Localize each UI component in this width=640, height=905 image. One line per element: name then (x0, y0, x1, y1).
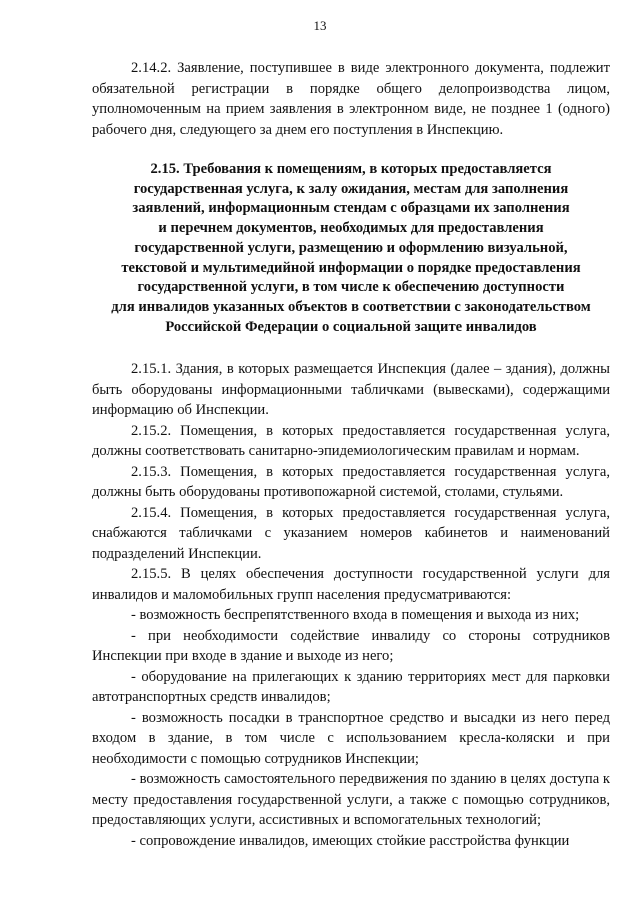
paragraph-2-15-1: 2.15.1. Здания, в которых размещается Инспекция (далее – здания), должны быть оборудованы информационными табличками (вывесками), содержащими информацию об Инспекции. (92, 361, 610, 419)
heading-line: государственная услуга, к залу ожидания, местам для заполнения (133, 180, 569, 197)
heading-line: Российской Федерации о социальной защите инвалидов (165, 318, 537, 335)
heading-line: для инвалидов указанных объектов в соответствии с законодательством (111, 298, 591, 315)
heading-line: 2.15. Требования к помещениям, в которых предоставляется (150, 161, 552, 177)
list-item: - сопровождение инвалидов, имеющих стойкие расстройства функции (131, 832, 570, 849)
list-item: - возможность беспрепятственного входа в помещения и выхода из них; (131, 607, 580, 624)
paragraph-2-15-2: 2.15.2. Помещения, в которых предоставляется государственная услуга, должны соответствовать санитарно-эпидемиологическим правилам и нормам. (92, 422, 610, 460)
heading-line: и перечнем документов, необходимых для предоставления (158, 220, 544, 237)
heading-line: государственной услуги, размещению и оформлению визуальной, (134, 239, 568, 256)
list-item: - при необходимости содействие инвалиду со стороны сотрудников Инспекции при входе в здание и выходе из него; (92, 627, 610, 665)
heading-line: государственной услуги, в том числе к обеспечению доступности (137, 279, 565, 296)
page-number: 13 (313, 18, 327, 33)
list-item: - возможность самостоятельного передвижения по зданию в целях доступа к месту предоставления государственной услуги, а также с помощью сотрудников, предоставляющих услуги, ассистивных и вспомогательных технологий; (92, 771, 610, 829)
document-body (92, 58, 610, 851)
heading-line: текстовой и мультимедийной информации о порядке предоставления (121, 259, 581, 276)
paragraph-2-15-3: 2.15.3. Помещения, в которых предоставляется государственная услуга, должны быть оборудованы противопожарной системой, столами, стульями. (92, 463, 610, 501)
list-item: - возможность посадки в транспортное средство и высадки из него перед входом в здание, в том числе с использованием кресла-коляски и при необходимости с помощью сотрудников Инспекции; (92, 709, 610, 767)
paragraph-2-15-5: 2.15.5. В целях обеспечения доступности государственной услуги для инвалидов и маломобильных групп населения предусматриваются: (92, 566, 610, 603)
heading-line: заявлений, информационным стендам с образцами их заполнения (132, 200, 570, 217)
list-item: - оборудование на прилегающих к зданию территориях мест для парковки автотранспортных средств инвалидов; (92, 668, 610, 706)
paragraph-2-14-2: 2.14.2. Заявление, поступившее в виде электронного документа, подлежит обязательной регистрации в порядке общего делопроизводства лицом, уполномоченным на прием заявления в электронном виде, не позднее 1 (одного) рабочего дня, следующего за днем его поступления в Инспекцию. (92, 60, 610, 138)
section-heading-2-15 (92, 160, 610, 337)
paragraph-2-15-4: 2.15.4. Помещения, в которых предоставляется государственная услуга, снабжаются табличками с указанием номеров кабинетов и наименований подразделений Инспекции. (92, 504, 610, 562)
